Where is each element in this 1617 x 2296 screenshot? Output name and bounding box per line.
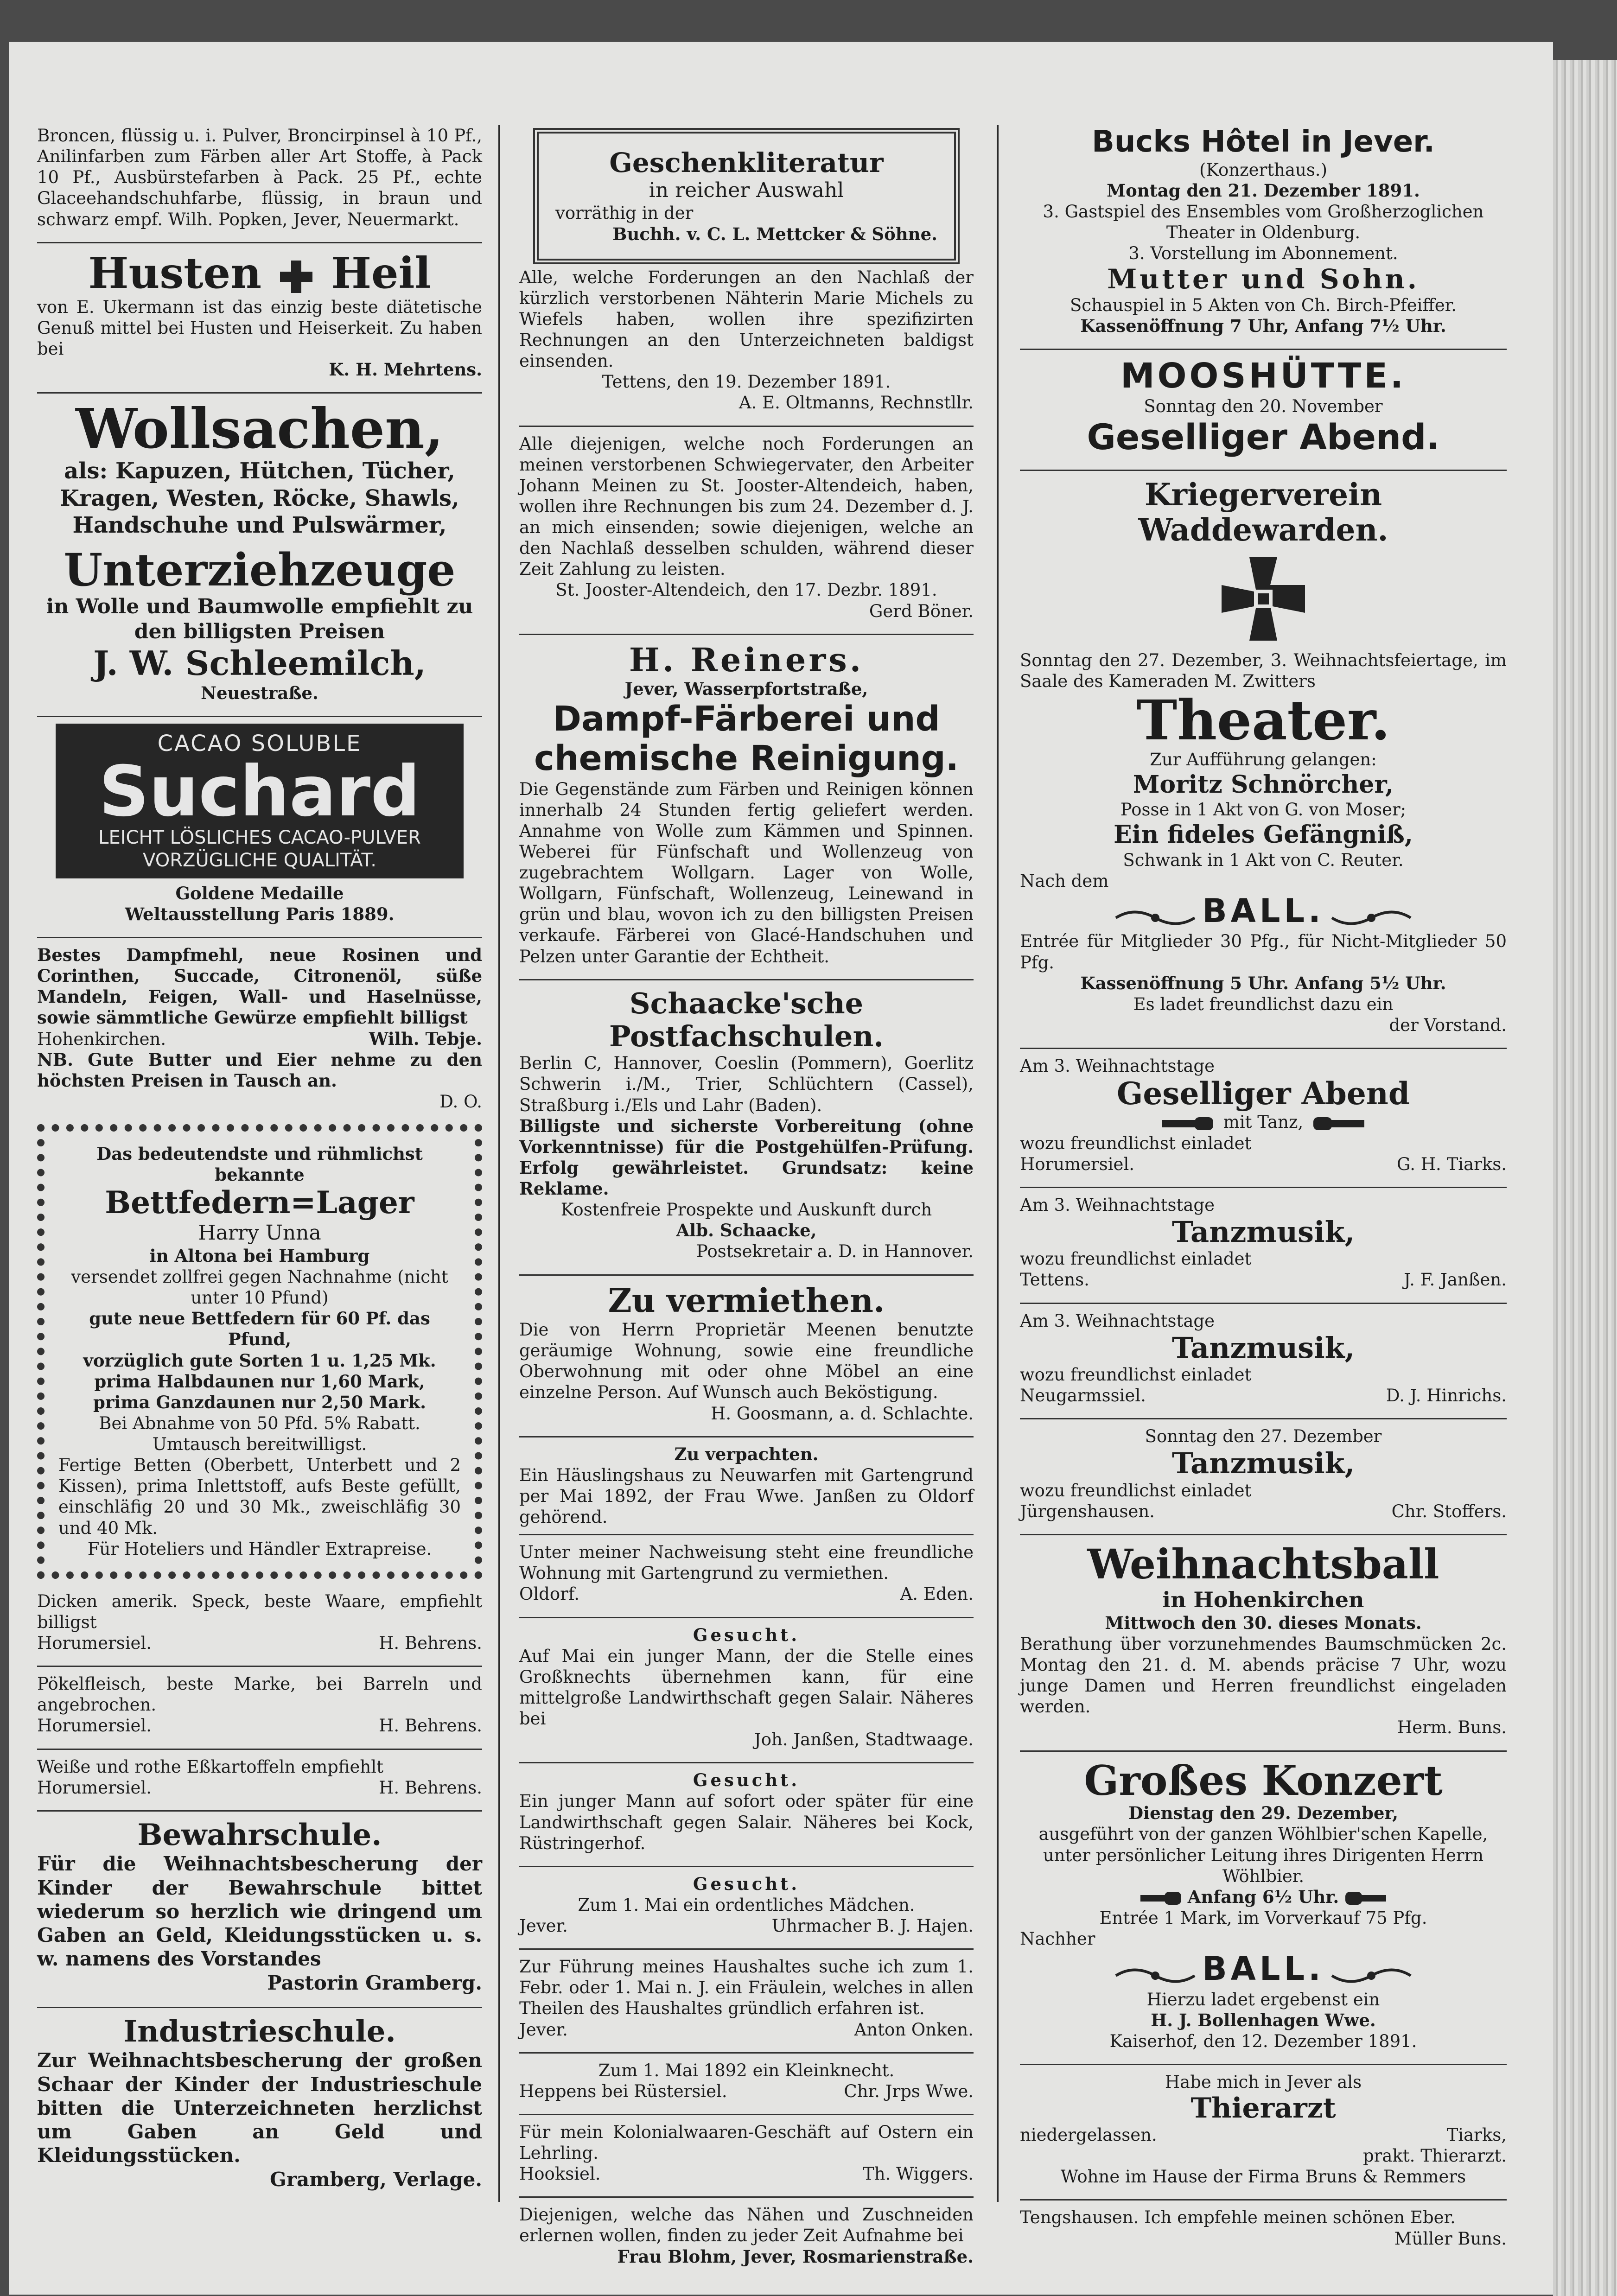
ad-date: Am 3. Weihnachtstage <box>1020 1310 1215 1331</box>
ad-place: Jever. <box>519 2019 568 2040</box>
ad-title <box>37 250 482 297</box>
divider <box>1020 1418 1507 1419</box>
ad-text: Tengshausen. Ich empfehle meinen schönen Eber. <box>1020 2207 1456 2228</box>
ad-name: Harry Unna <box>198 1221 321 1245</box>
ad-gesucht-2 <box>519 1770 974 1854</box>
ad-text: Dicken amerik. Speck, beste Waare, empfiehlt billigst <box>37 1591 482 1632</box>
ad-eber <box>1020 2207 1507 2249</box>
ad-mooshuette <box>1020 356 1507 458</box>
divider <box>519 1866 974 1867</box>
ad-heading: Dampf-Färberei und <box>553 699 940 739</box>
ad-footer <box>37 1029 482 1049</box>
ornament-icon <box>1330 906 1413 929</box>
ad-tanzmusik-tettens <box>1020 1195 1507 1291</box>
ad-role: Postsekretair a. D. in Hannover. <box>696 1241 974 1262</box>
ad-text: vorzüglich gute Sorten 1 u. 1,25 Mk. <box>83 1350 436 1371</box>
ad-title: Geschenkliteratur <box>609 147 884 178</box>
ad-text: Die von Herrn Proprietär Meenen benutzte geräumige Wohnung, sowie eine freundliche Oberwohnung mit oder ohne Möbel an eine einzelne Person. Auf Wunsch auch Beköstigung. <box>519 1320 974 1403</box>
ad-text: Alle diejenigen, welche noch Forderungen an meinen verstorbenen Schwiegervater, den Arbeiter Johann Meinen zu St. Jooster-Altendeich, haben, wollen ihre Rechnungen bis zum 24. Dezember d. J. an mich einsenden; sowie diejenigen, welche an den Nachlaß desselben schulden, während dieser Zeit Zahlung zu leisten. <box>519 433 974 579</box>
ornament-icon <box>1114 906 1197 929</box>
ad-text: Auf Mai ein junger Mann, der die Stelle eines Großknechts übernehmen kann, für eine mittelgroße Landwirthschaft gegen Salair. Näheres bei <box>519 1646 974 1729</box>
ad-place: Horumersiel. <box>1020 1154 1135 1174</box>
ad-poekelfleisch <box>37 1673 482 1736</box>
ad-tanzmusik-juergenshausen <box>1020 1426 1507 1522</box>
ad-footer <box>1020 1501 1507 1522</box>
ad-sig: Chr. Jrps Wwe. <box>844 2081 974 2101</box>
ad-title-part: Husten <box>88 248 262 298</box>
ad-place: Neugarmssiel. <box>1020 1386 1146 1406</box>
ad-title: H. Reiners. <box>629 640 864 679</box>
ad-place: Oldorf. <box>519 1584 579 1604</box>
pointing-hand-icon <box>1140 1890 1182 1907</box>
logo-brand: Suchard <box>99 751 420 833</box>
ad-seller: J. W. Schleemilch, <box>93 643 426 683</box>
ad-heading: Mutter und Sohn. <box>1107 263 1420 295</box>
pointing-hand-icon <box>1162 1114 1218 1133</box>
divider <box>1020 1187 1507 1188</box>
divider <box>37 937 482 938</box>
ad-text: Es ladet freundlichst dazu ein <box>1133 994 1394 1014</box>
divider <box>37 1666 482 1667</box>
ad-text: gute neue Bettfedern für 60 Pf. das Pfund, <box>89 1308 430 1350</box>
ad-text: Unter meiner Nachweisung steht eine freundliche Wohnung mit Gartengrund zu vermiethen. <box>519 1542 974 1584</box>
ad-text: (Konzerthaus.) <box>1199 159 1328 180</box>
divider <box>1020 2064 1507 2065</box>
divider <box>37 2007 482 2008</box>
ad-subline <box>1020 1887 1507 1908</box>
ad-text: Fertige Betten (Oberbett, Unterbett und 2 Kissen), prima Inlettstoff, aufs Beste gefüllt, einschläfig 20 und 30 Mk., zweischläfig 30 und 40 Mk. <box>58 1455 461 1538</box>
divider <box>519 1617 974 1618</box>
ad-address: Neuestraße. <box>201 682 318 703</box>
ad-text: Entrée für Mitglieder 30 Pfg., für Nicht-Mitglieder 50 Pfg. <box>1020 931 1507 973</box>
ad-text: Ein Häuslingshaus zu Neuwarfen mit Gartengrund per Mai 1892, der Frau Wwe. Janßen zu Oldorf gehörend. <box>519 1465 974 1527</box>
ad-title: Großes Konzert <box>1084 1756 1443 1805</box>
ad-text: ausgeführt von der ganzen Wöhlbier'schen Kapelle, unter persönlicher Leitung ihres Dirigenten Herrn Wöhlbier. <box>1038 1824 1488 1886</box>
ad-naehen <box>519 2204 974 2267</box>
ad-text: Goldene Medaille <box>175 883 344 903</box>
ad-place: Tettens, den 19. Dezember 1891. <box>602 372 891 392</box>
ad-kriegerverein <box>1020 477 1507 1036</box>
ad-text: Anfang 6½ Uhr. <box>1187 1886 1339 1907</box>
ad-text: Bestes Dampfmehl, neue Rosinen und Corinthen, Succade, Citronenöl, süße Mandeln, Feigen, Wall- und Haselnüsse, sowie sämmtliche Gewürze empfiehlt billigst <box>37 945 482 1028</box>
column-divider <box>498 125 500 2202</box>
ad-footer <box>37 1633 482 1654</box>
ad-kartoffeln <box>37 1756 482 1798</box>
ad-text: Schauspiel in 5 Akten von Ch. Birch-Pfeiffer. <box>1070 295 1457 315</box>
ad-date: Sonntag den 20. November <box>1144 396 1383 417</box>
ad-text: NB. Gute Butter und Eier nehme zu den höchsten Preisen in Tausch an. <box>37 1049 482 1091</box>
ad-text: wozu freundlichst einladet <box>1020 1133 1252 1153</box>
ad-title: Unterziehzeuge <box>64 543 456 596</box>
ad-text: von E. Ukermann ist das einzig beste diätetische Genuß mittel bei Husten und Heiserkeit. Zu haben bei <box>37 297 482 359</box>
ad-lehrling <box>519 2122 974 2184</box>
ad-title: Industrieschule. <box>123 2014 396 2049</box>
ad-date: Dienstag den 29. Dezember, <box>1128 1803 1399 1824</box>
ad-title: Bewahrschule. <box>137 1817 382 1852</box>
ad-bewahrschule <box>37 1818 482 1995</box>
ad-broncen <box>37 125 482 230</box>
ad-text: in reicher Auswahl <box>649 178 844 202</box>
ad-title: Tanzmusik, <box>1171 1446 1355 1481</box>
ad-sig: D. O. <box>439 1091 482 1112</box>
ad-heading: Theater. <box>1136 687 1390 752</box>
ad-sig: Uhrmacher B. J. Hajen. <box>771 1916 974 1936</box>
logo-line: CACAO SOLUBLE <box>157 730 362 757</box>
ad-heading: chemische Reinigung. <box>534 738 959 779</box>
divider <box>37 1749 482 1750</box>
divider <box>519 1534 974 1535</box>
ad-thierarzt <box>1020 2072 1507 2188</box>
ad-name: Alb. Schaacke, <box>676 1220 817 1241</box>
ad-text: Für Hoteliers und Händler Extrapreise. <box>87 1539 432 1559</box>
ad-text: Nach dem <box>1020 871 1109 891</box>
logo-line: LEICHT LÖSLICHES CACAO-PULVER <box>98 827 421 849</box>
divider <box>37 1810 482 1812</box>
divider <box>1020 1750 1507 1752</box>
ad-bucks-hotel <box>1020 125 1507 337</box>
ad-text: Wohne im Hause der Firma Bruns & Remmers <box>1060 2167 1466 2187</box>
ad-text: Billigste und sicherste Vorbereitung (ohne Vorkenntnisse) für die Postgehülfen-Prüfung. Erfolg gewährleistet. Grundsatz: keine Reklame. <box>519 1115 974 1199</box>
ad-date: Montag den 21. Dezember 1891. <box>1107 180 1420 201</box>
ad-text: Weltausstellung Paris 1889. <box>125 903 395 924</box>
ad-sig: H. Goosmann, a. d. Schlachte. <box>711 1403 974 1424</box>
ad-sig: Chr. Stoffers. <box>1391 1501 1507 1521</box>
ad-place: in Hohenkirchen <box>1162 1587 1364 1612</box>
ornament-icon <box>1114 1964 1197 1987</box>
ad-footer <box>1020 1154 1507 1175</box>
ad-sig: Herm. Buns. <box>1397 1717 1507 1738</box>
ad-zu-verpachten <box>519 1444 974 1605</box>
ad-footer <box>1020 2124 1507 2145</box>
ad-text: niedergelassen. <box>1020 2125 1157 2145</box>
ad-speck <box>37 1591 482 1654</box>
ad-industrieschule <box>37 2015 482 2191</box>
ad-text: Alle, welche Forderungen an den Nachlaß der kürzlich verstorbenen Nähterin Marie Michels zu Wiefels haben, wollen ihre spezifizirten Rechnungen an den Unterzeichneten baldigst einsenden. <box>519 267 974 371</box>
ad-haushalt <box>519 1956 974 2040</box>
ad-sig: Anton Onken. <box>854 2019 974 2040</box>
cross-icon <box>280 261 312 293</box>
divider <box>519 979 974 980</box>
ad-sig: Tiarks, <box>1446 2125 1507 2145</box>
ad-footer <box>37 1777 482 1798</box>
ad-footer <box>519 1915 974 1936</box>
ad-title: Gesucht. <box>693 1873 800 1894</box>
ad-date: Mittwoch den 30. dieses Monats. <box>1105 1612 1422 1633</box>
pointing-hand-icon <box>1309 1114 1364 1133</box>
middle-column <box>519 125 974 2279</box>
ad-text: wozu freundlichst einladet <box>1020 1364 1252 1385</box>
divider <box>1020 2199 1507 2201</box>
ad-sig: Gerd Böner. <box>869 601 974 621</box>
ad-sig: Pastorin Gramberg. <box>267 1971 482 1994</box>
divider <box>1020 349 1507 350</box>
ball-heading <box>1020 1949 1507 1989</box>
ad-reiners <box>519 642 974 967</box>
divider <box>519 1948 974 1950</box>
ad-place: St. Jooster-Altendeich, den 17. Dezbr. 1891. <box>555 580 937 600</box>
ad-grosses-konzert <box>1020 1758 1507 2052</box>
ad-sig: D. J. Hinrichs. <box>1386 1386 1507 1406</box>
ad-schaacke <box>519 987 974 1262</box>
ad-forderungen-michels <box>519 267 974 413</box>
ad-sig: Th. Wiggers. <box>863 2164 974 2184</box>
divider <box>37 392 482 394</box>
ad-text: Hierzu ladet ergebenst ein <box>1146 1989 1380 2010</box>
ad-text: Nachher <box>1020 1929 1095 1949</box>
ad-sig: A. E. Oltmanns, Rechnstllr. <box>738 393 974 413</box>
left-column <box>37 125 482 2203</box>
ad-text: Posse in 1 Akt von G. von Moser; <box>1120 800 1407 820</box>
iron-cross-icon <box>1217 553 1310 645</box>
ad-footer <box>1020 1269 1507 1290</box>
ad-subline <box>1020 1112 1507 1133</box>
ad-sig: H. J. Bollenhagen Wwe. <box>1151 2010 1376 2030</box>
ad-text: 3. Vorstellung im Abonnement. <box>1128 243 1398 264</box>
ad-text: in Altona bei Hamburg <box>149 1245 370 1266</box>
ad-text: Kostenfreie Prospekte und Auskunft durch <box>560 1200 932 1220</box>
ad-date: Am 3. Weihnachtstage <box>1020 1056 1215 1076</box>
right-column <box>1020 125 1507 2261</box>
ad-title: Kriegerverein Waddewarden. <box>1138 476 1388 548</box>
ad-title: Bettfedern=Lager <box>105 1184 414 1221</box>
ad-address: Jever, Wasserpfortstraße, <box>624 679 868 700</box>
ad-sig: Müller Buns. <box>1394 2228 1507 2249</box>
ad-title: Zu vermiethen. <box>608 1281 885 1320</box>
ad-sig: J. F. Janßen. <box>1404 1270 1507 1290</box>
divider <box>37 716 482 717</box>
ad-footer <box>37 1715 482 1736</box>
ad-text: Pökelfleisch, beste Marke, bei Barreln und angebrochen. <box>37 1674 482 1715</box>
ad-seller: K. H. Mehrtens. <box>329 359 482 380</box>
ad-zu-vermiethen <box>519 1282 974 1424</box>
ad-place: Heppens bei Rüstersiel. <box>519 2081 727 2101</box>
ad-date: Am 3. Weihnachtstage <box>1020 1195 1215 1215</box>
pointing-hand-icon <box>1344 1890 1386 1907</box>
divider <box>519 2114 974 2115</box>
ornament-icon <box>1330 1964 1413 1987</box>
ad-sig: Frau Blohm, Jever, Rosmarienstraße. <box>617 2246 974 2267</box>
divider <box>519 1274 974 1276</box>
ad-text: wozu freundlichst einladet <box>1020 1249 1252 1269</box>
page-edges <box>1553 60 1617 2296</box>
ad-tanzmusik-neugarmssiel <box>1020 1310 1507 1406</box>
ad-place: Jürgenshausen. <box>1020 1501 1155 1521</box>
ad-footer <box>1020 1385 1507 1406</box>
ad-wollsachen <box>37 396 482 703</box>
ad-place: Hohenkirchen. <box>37 1029 166 1049</box>
logo-line: VORZÜGLICHE QUALITÄT. <box>143 850 376 871</box>
ad-title: MOOSHÜTTE. <box>1120 356 1407 396</box>
ad-gesucht-3 <box>519 1874 974 1936</box>
ad-place: Horumersiel. <box>37 1716 152 1736</box>
ad-title: Gesucht. <box>693 1624 800 1645</box>
ad-heading: Geselliger Abend. <box>1087 416 1440 458</box>
suchard-logo <box>56 724 464 878</box>
ad-seller: H. Behrens. <box>379 1777 482 1798</box>
ad-text: Ein junger Mann auf sofort oder später für eine Landwirthschaft gegen Salair. Näheres bei Kock, Rüstringerhof. <box>519 1791 974 1853</box>
ad-text: Zur Führung meines Haushaltes suche ich zum 1. Febr. oder 1. Mai n. J. ein Fräulein, welches in allen Theilen des Haushaltes gründlich erfahren ist. <box>519 1957 974 2019</box>
ad-place: Horumersiel. <box>37 1777 152 1798</box>
ad-text: Berathung über vorzunehmendes Baumschmücken 2c. Montag den 21. d. M. abends präcise 7 Uhr, wozu junge Damen und Herren freundlichst eingeladen werden. <box>1020 1634 1507 1717</box>
ad-text: versendet zollfrei gegen Nachnahme (nicht unter 10 Pfund) <box>71 1267 448 1308</box>
ad-text: Kassenöffnung 5 Uhr. Anfang 5½ Uhr. <box>1080 973 1446 993</box>
ad-text: 3. Gastspiel des Ensembles vom Großherzoglichen Theater in Oldenburg. <box>1043 201 1484 242</box>
ad-kleinknecht <box>519 2060 974 2102</box>
ad-place: Horumersiel. <box>37 1633 152 1654</box>
ad-text: mit Tanz, <box>1223 1112 1304 1132</box>
ad-title: Gesucht. <box>693 1770 800 1791</box>
ad-place: Hooksiel. <box>519 2164 601 2184</box>
ad-suchard <box>37 724 482 925</box>
ad-title: Wollsachen, <box>76 396 444 461</box>
divider <box>519 2196 974 2198</box>
ad-text: in Wolle und Baumwolle empfiehlt zu den billigsten Preisen <box>46 595 473 644</box>
ad-play: Moritz Schnörcher, <box>1133 770 1394 799</box>
ad-text: Umtausch bereitwilligst. <box>152 1434 367 1455</box>
ad-text: Entrée 1 Mark, im Vorverkauf 75 Pfg. <box>1099 1908 1427 1928</box>
ad-title-part: Heil <box>331 248 431 298</box>
column-divider <box>997 125 999 2202</box>
ad-text: Weiße und rothe Eßkartoffeln empfiehlt <box>37 1756 383 1777</box>
ad-sig: Joh. Janßen, Stadtwaage. <box>754 1730 974 1750</box>
ad-weihnachtsball <box>1020 1539 1507 1738</box>
ad-date: Sonntag den 27. Dezember <box>1145 1426 1382 1447</box>
ad-heading: BALL. <box>1202 1950 1324 1988</box>
ad-seller: H. Behrens. <box>379 1633 482 1654</box>
ad-text: Zur Aufführung gelangen: <box>1150 749 1377 770</box>
divider <box>1020 1303 1507 1304</box>
ad-title: Tanzmusik, <box>1171 1215 1355 1249</box>
ad-text: Das bedeutendste und rühmlichst bekannte <box>96 1144 423 1185</box>
ad-text: prima Halbdaunen nur 1,60 Mark, <box>94 1371 425 1392</box>
ad-footer <box>519 2019 974 2040</box>
divider <box>1020 470 1507 471</box>
ad-gesucht-1 <box>519 1625 974 1750</box>
ad-play: Ein fideles Gefängniß, <box>1114 820 1413 849</box>
ad-seller: H. Behrens. <box>379 1716 482 1736</box>
ad-heading: BALL. <box>1202 892 1324 930</box>
ad-title: Zu verpachten. <box>674 1444 819 1464</box>
ad-title: Weihnachtsball <box>1087 1539 1439 1588</box>
divider <box>519 1436 974 1437</box>
ad-footer <box>519 2081 974 2102</box>
ad-text: Zum 1. Mai ein ordentliches Mädchen. <box>578 1895 915 1915</box>
ad-text: prima Ganzdaunen nur 2,50 Mark. <box>93 1392 426 1412</box>
ad-title: Thierarzt <box>1190 2092 1336 2125</box>
ad-text: Zum 1. Mai 1892 ein Kleinknecht. <box>598 2060 895 2080</box>
ad-text: Habe mich in Jever als <box>1165 2072 1362 2092</box>
ad-sig: G. H. Tiarks. <box>1397 1154 1507 1174</box>
ad-footer <box>519 1584 974 1604</box>
ad-text: vorräthig in der <box>555 203 694 223</box>
ad-footer <box>519 2163 974 2184</box>
ad-husten-heil <box>37 250 482 381</box>
ad-text: als: Kapuzen, Hütchen, Tücher, Kragen, Westen, Röcke, Shawls, Handschuhe und Pulswärmer, <box>60 458 459 539</box>
ad-title: Bucks Hôtel in Jever. <box>1092 125 1435 159</box>
ad-text: Die Gegenstände zum Färben und Reinigen können innerhalb 24 Stunden fertig geliefert werden. Annahme von Wolle zum Kämmen und Spinnen. Weberei für Fünfschaft und Wollenzeug von zugebrachtem Wollgarn. Lager von Wolle, Wollgarn, Fünfschaft, Wollenzeug, Leinewand in grün und blau, wovon ich zu den billigsten Preisen verkaufe. Färberei von Glacé-Handschuhen und Pelzen unter Garantie der Echtheit. <box>519 779 974 967</box>
ad-text: Berlin C, Hannover, Coeslin (Pommern), Goerlitz Schwerin i./M., Trier, Schlüchtern (Cassel), Straßburg i./Els und Lahr (Baden). <box>519 1053 974 1115</box>
divider <box>1020 1534 1507 1535</box>
ad-place: Jever. <box>519 1916 568 1936</box>
ad-geselliger-abend <box>1020 1056 1507 1175</box>
ad-tebje <box>37 945 482 1112</box>
ad-title: Geselliger Abend <box>1116 1075 1410 1112</box>
ad-sig: A. Eden. <box>900 1584 974 1604</box>
ad-text: Für die Weihnachtsbescherung der Kinder der Bewahrschule bittet wiederum so herzlich wie dringend um Gaben an Geld, Kleidungsstücken u. s. w. namens des Vorstandes <box>37 1852 482 1971</box>
ad-text: Broncen, flüssig u. i. Pulver, Broncirpinsel à 10 Pf., Anilinfarben zum Färben aller Art Stoffe, à Pack 10 Pf., Ausbürstefarben à Pack. 25 Pf., echte Glaceehandschuhfarbe, flüssig, in braun und schwarz empf. Wilh. Popken, Jever, Neuermarkt. <box>37 126 482 229</box>
ad-text: Bei Abnahme von 50 Pfd. 5% Rabatt. <box>99 1413 420 1433</box>
ad-text: Für mein Kolonialwaaren-Geschäft auf Ostern ein Lehrling. <box>519 2122 974 2163</box>
ad-place: Tettens. <box>1020 1270 1089 1290</box>
divider <box>519 2052 974 2054</box>
divider <box>519 634 974 635</box>
ad-seller: Buchh. v. C. L. Mettcker & Söhne. <box>612 223 937 244</box>
ad-sig: der Vorstand. <box>1389 1015 1507 1035</box>
ad-title: Schaacke'sche Postfachschulen. <box>609 986 884 1053</box>
ball-heading <box>1020 891 1507 931</box>
ad-geschenkliteratur <box>533 128 960 264</box>
divider <box>37 242 482 243</box>
ad-text: Schwank in 1 Akt von C. Reuter. <box>1123 850 1404 870</box>
ad-place: Kaiserhof, den 12. Dezember 1891. <box>1109 2031 1417 2051</box>
divider <box>519 1762 974 1763</box>
ad-seller: Wilh. Tebje. <box>369 1028 482 1049</box>
ad-role: prakt. Thierarzt. <box>1362 2146 1507 2166</box>
ad-text: Sonntag den 27. Dezember, 3. Weihnachtsfeiertage, im Saale des Kameraden M. Zwitters <box>1020 650 1507 691</box>
ad-text: Kassenöffnung 7 Uhr, Anfang 7½ Uhr. <box>1080 316 1446 337</box>
divider <box>1020 1048 1507 1049</box>
ad-title: Tanzmusik, <box>1171 1330 1355 1365</box>
ad-text: Zur Weihnachtsbescherung der großen Schaar der Kinder der Industrieschule bitten die Unterzeichneten herzlichst um Gaben an Geld und Kleidungsstücken. <box>37 2049 482 2167</box>
ad-bettfedern <box>37 1124 482 1579</box>
divider <box>519 426 974 427</box>
ad-forderungen-meinen <box>519 433 974 622</box>
ad-text: Diejenigen, welche das Nähen und Zuschneiden erlernen wollen, finden zu jeder Zeit Aufnahme bei <box>519 2205 974 2246</box>
ad-text: wozu freundlichst einladet <box>1020 1480 1252 1501</box>
ad-sig: Gramberg, Verlage. <box>270 2168 482 2191</box>
